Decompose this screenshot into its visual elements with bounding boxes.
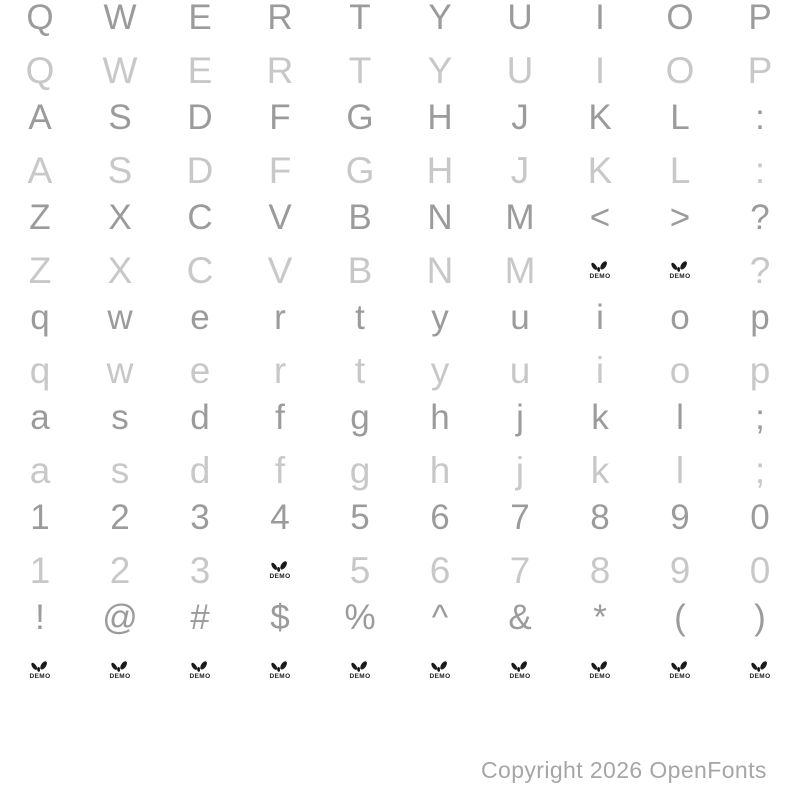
glyph-cell: D (187, 97, 213, 137)
demo-placeholder (0, 645, 80, 695)
demo-placeholder (240, 645, 320, 695)
glyph-row-14-demo (0, 645, 800, 695)
demo-fleuron-icon (349, 660, 370, 681)
glyph-cell: 0 (749, 549, 771, 591)
glyph-cell: d (190, 397, 210, 437)
glyph-cell: 6 (430, 497, 450, 537)
glyph-cell: X (107, 249, 133, 291)
glyph-cell: K (587, 149, 613, 191)
demo-fleuron-icon (29, 660, 50, 681)
glyph-row-9-reference (0, 392, 800, 442)
glyph-cell: u (509, 349, 531, 391)
glyph-cell: A (28, 97, 52, 137)
glyph-row-6-demo (0, 245, 800, 295)
glyph-row-4-demo (0, 145, 800, 195)
glyph-cell: q (29, 349, 51, 391)
glyph-cell: H (427, 97, 453, 137)
glyph-row-8-demo (0, 345, 800, 395)
glyph-cell: 4 (270, 497, 290, 537)
glyph-cell: K (588, 97, 612, 137)
glyph-cell: V (267, 249, 293, 291)
glyph-cell: & (508, 597, 532, 637)
glyph-cell: X (108, 197, 132, 237)
glyph-cell: g (349, 449, 371, 491)
demo-fleuron-icon (669, 260, 690, 281)
glyph-cell: j (515, 449, 525, 491)
glyph-cell: l (675, 449, 685, 491)
demo-fleuron-icon (669, 660, 690, 681)
glyph-cell: W (103, 0, 137, 37)
glyph-cell: r (273, 349, 287, 391)
glyph-cell: t (355, 297, 365, 337)
glyph-cell: * (593, 597, 607, 637)
glyph-cell: S (107, 149, 133, 191)
glyph-cell: A (27, 149, 53, 191)
glyph-cell: ! (35, 597, 45, 637)
glyph-cell: Q (25, 49, 55, 91)
glyph-cell: w (107, 297, 133, 337)
glyph-cell: e (190, 297, 210, 337)
glyph-cell: < (589, 197, 611, 237)
glyph-cell: Z (29, 197, 51, 237)
glyph-cell: s (111, 397, 129, 437)
glyph-cell: 8 (589, 549, 611, 591)
glyph-cell: 7 (509, 549, 531, 591)
glyph-cell: F (269, 97, 291, 137)
glyph-cell: ) (754, 597, 766, 637)
demo-placeholder (480, 645, 560, 695)
glyph-cell: y (431, 297, 449, 337)
glyph-cell: @ (102, 597, 138, 637)
glyph-row-5-reference (0, 192, 800, 242)
glyph-cell: L (670, 97, 690, 137)
glyph-cell: y (430, 349, 450, 391)
glyph-cell: : (755, 97, 765, 137)
glyph-cell: p (749, 349, 771, 391)
glyph-cell: i (596, 297, 604, 337)
glyph-cell: k (590, 449, 610, 491)
glyph-cell: D (186, 149, 214, 191)
glyph-cell: M (504, 249, 536, 291)
glyph-row-11-reference (0, 492, 800, 542)
demo-placeholder (560, 245, 640, 295)
demo-placeholder-label: DEMO (269, 572, 291, 580)
glyph-cell: I (595, 0, 605, 37)
glyph-cell: S (108, 97, 132, 137)
glyph-cell: l (676, 397, 684, 437)
glyph-cell: Z (28, 249, 52, 291)
copyright-text: Copyright 2026 OpenFonts (481, 757, 767, 783)
demo-fleuron-icon (509, 660, 530, 681)
glyph-cell: E (187, 49, 213, 91)
demo-fleuron-icon (269, 660, 290, 681)
glyph-cell: h (430, 397, 450, 437)
glyph-cell: N (427, 197, 453, 237)
glyph-cell: W (102, 49, 138, 91)
demo-placeholder (80, 645, 160, 695)
glyph-cell: L (669, 149, 691, 191)
glyph-cell: C (186, 249, 214, 291)
demo-fleuron-icon (109, 660, 130, 681)
glyph-cell: p (750, 297, 770, 337)
demo-placeholder-label: DEMO (429, 672, 451, 680)
glyph-cell: 1 (29, 549, 51, 591)
glyph-cell: h (429, 449, 451, 491)
glyph-cell: ; (755, 397, 765, 437)
glyph-cell: T (349, 0, 371, 37)
demo-placeholder-label: DEMO (269, 672, 291, 680)
demo-placeholder-label: DEMO (29, 672, 51, 680)
glyph-cell: R (266, 49, 294, 91)
glyph-cell: o (670, 297, 690, 337)
demo-placeholder (160, 645, 240, 695)
glyph-cell: ? (749, 249, 771, 291)
glyph-cell: k (591, 397, 609, 437)
glyph-cell: i (595, 349, 605, 391)
glyph-cell: g (350, 397, 370, 437)
glyph-row-1-reference (0, 0, 800, 42)
glyph-cell: I (594, 49, 606, 91)
glyph-cell: 9 (669, 549, 691, 591)
glyph-cell: 1 (30, 497, 50, 537)
glyph-cell: P (748, 0, 772, 37)
glyph-cell: O (665, 49, 695, 91)
glyph-cell: s (110, 449, 130, 491)
glyph-cell: Y (427, 49, 453, 91)
glyph-cell: ( (674, 597, 686, 637)
demo-placeholder-label: DEMO (589, 672, 611, 680)
glyph-cell: 0 (750, 497, 770, 537)
glyph-cell: U (507, 0, 533, 37)
glyph-cell: 2 (110, 497, 130, 537)
demo-placeholder-label: DEMO (109, 672, 131, 680)
glyph-cell: t (354, 349, 366, 391)
glyph-cell: T (348, 49, 372, 91)
glyph-cell: f (275, 397, 285, 437)
glyph-cell: u (510, 297, 530, 337)
glyph-cell: U (506, 49, 534, 91)
glyph-cell: f (274, 449, 286, 491)
glyph-cell: a (30, 397, 50, 437)
demo-placeholder (640, 245, 720, 295)
glyph-cell: 2 (109, 549, 131, 591)
glyph-cell: # (190, 597, 210, 637)
demo-fleuron-icon (269, 560, 290, 581)
glyph-cell: J (511, 97, 529, 137)
glyph-cell: q (30, 297, 50, 337)
demo-placeholder (320, 645, 400, 695)
glyph-cell: w (106, 349, 134, 391)
glyph-cell: Q (26, 0, 54, 37)
glyph-cell: 3 (189, 549, 211, 591)
demo-placeholder-label: DEMO (589, 272, 611, 280)
demo-fleuron-icon (589, 260, 610, 281)
glyph-row-3-reference (0, 92, 800, 142)
glyph-row-12-demo (0, 545, 800, 595)
demo-placeholder (720, 645, 800, 695)
glyph-cell: P (747, 49, 773, 91)
glyph-cell: ; (754, 449, 766, 491)
glyph-cell: J (510, 149, 530, 191)
glyph-cell: G (346, 97, 374, 137)
glyph-cell: F (268, 149, 292, 191)
demo-placeholder-label: DEMO (749, 672, 771, 680)
glyph-cell: Y (428, 0, 452, 37)
glyph-cell: % (344, 597, 376, 637)
glyph-cell: 9 (670, 497, 690, 537)
glyph-cell: C (187, 197, 213, 237)
demo-placeholder (240, 545, 320, 595)
glyph-row-7-reference (0, 292, 800, 342)
demo-fleuron-icon (589, 660, 610, 681)
glyph-cell: M (505, 197, 535, 237)
glyph-cell: R (267, 0, 293, 37)
glyph-cell: N (426, 249, 454, 291)
glyph-cell: B (348, 197, 372, 237)
demo-fleuron-icon (749, 660, 770, 681)
glyph-cell: a (29, 449, 51, 491)
glyph-cell: 5 (350, 497, 370, 537)
glyph-cell: r (274, 297, 286, 337)
glyph-cell: ? (750, 197, 770, 237)
glyph-cell: G (345, 149, 375, 191)
demo-placeholder (560, 645, 640, 695)
glyph-row-10-demo (0, 445, 800, 495)
glyph-cell: H (426, 149, 454, 191)
glyph-cell: : (754, 149, 766, 191)
demo-fleuron-icon (189, 660, 210, 681)
glyph-cell: d (189, 449, 211, 491)
demo-placeholder (400, 645, 480, 695)
glyph-cell: E (188, 0, 212, 37)
glyph-cell: j (516, 397, 524, 437)
glyph-cell: 8 (590, 497, 610, 537)
glyph-cell: ^ (431, 597, 449, 637)
glyph-cell: V (268, 197, 292, 237)
glyph-row-13-reference (0, 592, 800, 642)
demo-placeholder (640, 645, 720, 695)
glyph-cell: > (669, 197, 691, 237)
demo-placeholder-label: DEMO (669, 272, 691, 280)
glyph-cell: B (347, 249, 373, 291)
glyph-cell: O (666, 0, 694, 37)
glyph-cell: 6 (429, 549, 451, 591)
glyph-cell: $ (270, 597, 290, 637)
demo-placeholder-label: DEMO (509, 672, 531, 680)
glyph-cell: e (189, 349, 211, 391)
glyph-cell: 3 (190, 497, 210, 537)
demo-placeholder-label: DEMO (669, 672, 691, 680)
glyph-row-2-demo (0, 45, 800, 95)
glyph-cell: 7 (510, 497, 530, 537)
glyph-cell: 5 (349, 549, 371, 591)
demo-fleuron-icon (429, 660, 450, 681)
demo-placeholder-label: DEMO (189, 672, 211, 680)
demo-placeholder-label: DEMO (349, 672, 371, 680)
glyph-cell: o (669, 349, 691, 391)
